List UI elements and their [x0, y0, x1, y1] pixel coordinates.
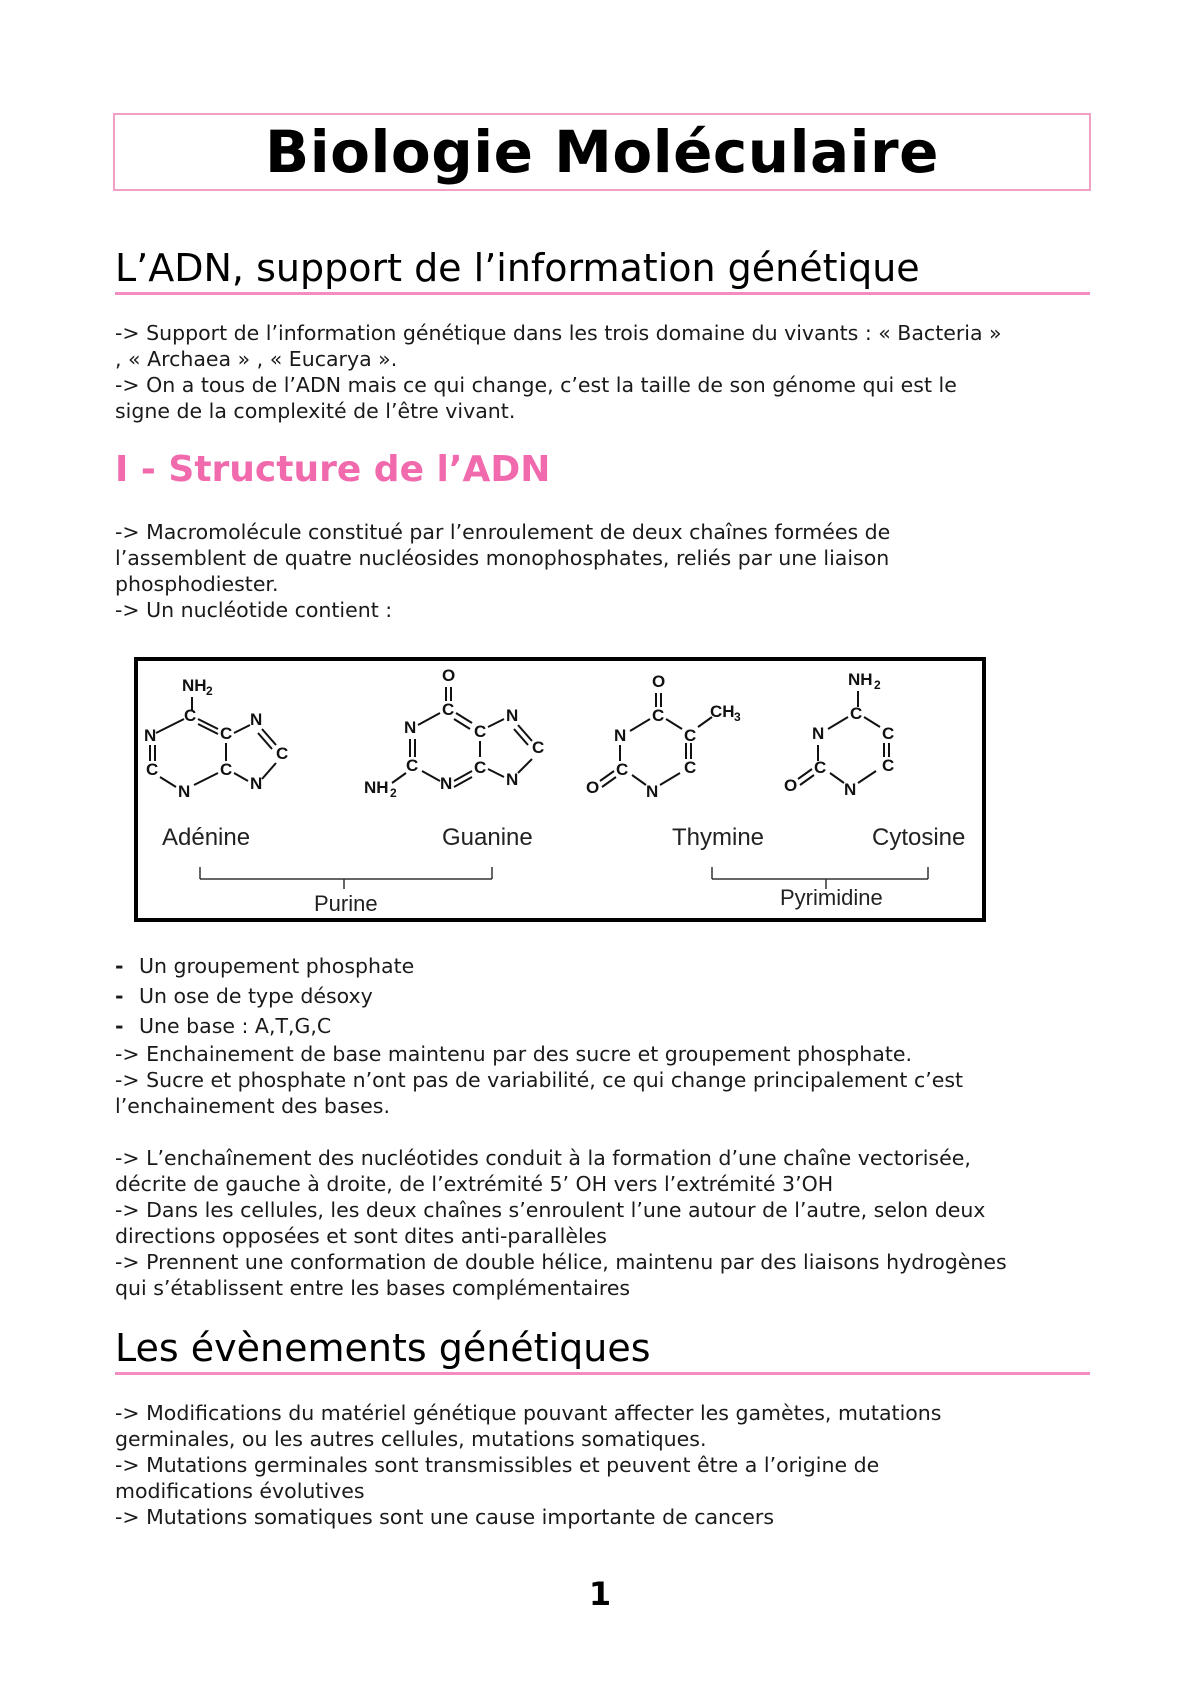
list-item-text: Une base : A,T,G,C: [139, 1014, 332, 1038]
group-label-purine: Purine: [314, 891, 378, 916]
base-chain-paragraph: [115, 1041, 1100, 1119]
svg-text:C: C: [684, 758, 697, 777]
svg-text:C: C: [814, 758, 827, 777]
svg-text:N: N: [812, 724, 825, 743]
svg-text:NH: NH: [364, 778, 389, 797]
svg-text:C: C: [442, 700, 455, 719]
text-line: -> Enchainement de base maintenu par des sucre et groupement phosphate.: [115, 1042, 912, 1066]
text-line: modifications évolutives: [115, 1479, 365, 1503]
structure-intro-paragraph: [115, 519, 1100, 623]
text-line: germinales, ou les autres cellules, mutations somatiques.: [115, 1427, 707, 1451]
svg-text:N: N: [250, 710, 263, 729]
text-line: -> On a tous de l’ADN mais ce qui change, c’est la taille de son génome qui est le: [115, 373, 957, 397]
svg-text:C: C: [276, 744, 289, 763]
svg-text:C: C: [652, 706, 665, 725]
svg-text:C: C: [882, 724, 895, 743]
genetic-events-paragraph: [115, 1400, 1100, 1530]
svg-text:O: O: [784, 776, 798, 795]
text-line: l’enchainement des bases.: [115, 1094, 390, 1118]
list-item: [115, 951, 1100, 981]
document-title: Biologie Moléculaire: [265, 118, 939, 186]
svg-text:C: C: [532, 738, 545, 757]
nucleotide-bases-figure: [134, 657, 986, 922]
svg-text:NH: NH: [848, 670, 873, 689]
list-item-text: Un groupement phosphate: [139, 954, 415, 978]
list-item-text: Un ose de type désoxy: [139, 984, 373, 1008]
svg-text:C: C: [406, 756, 419, 775]
svg-text:C: C: [146, 760, 159, 779]
base-label-guanine: Guanine: [442, 824, 533, 851]
svg-text:O: O: [586, 778, 600, 797]
text-line: -> Un nucléotide contient :: [115, 598, 393, 622]
svg-text:C: C: [220, 760, 233, 779]
svg-text:C: C: [684, 726, 697, 745]
nucleotide-components-list: [115, 951, 1100, 1041]
list-item: [115, 981, 1100, 1011]
page-number: 1: [588, 1575, 612, 1613]
svg-text:NH: NH: [182, 676, 207, 695]
thymine-structure: [586, 672, 741, 801]
double-helix-paragraph: [115, 1145, 1100, 1301]
section-heading-adn-support: L’ADN, support de l’information génétique: [115, 248, 1090, 295]
text-line: -> Support de l’information génétique dans les trois domaine du vivants : « Bacteria »: [115, 321, 1002, 345]
svg-text:N: N: [404, 718, 417, 737]
text-line: -> Mutations somatiques sont une cause importante de cancers: [115, 1505, 775, 1529]
svg-text:O: O: [652, 672, 666, 691]
svg-text:N: N: [250, 774, 263, 793]
list-item: [115, 1011, 1100, 1041]
svg-text:N: N: [506, 706, 519, 725]
text-line: -> Mutations germinales sont transmissibles et peuvent être a l’origine de: [115, 1453, 880, 1477]
bullet-mark: -: [115, 954, 124, 978]
svg-text:CH: CH: [710, 702, 735, 721]
svg-text:N: N: [646, 782, 659, 801]
text-line: l’assemblent de quatre nucléosides monophosphates, reliés par une liaison: [115, 546, 890, 570]
text-line: phosphodiester.: [115, 572, 279, 596]
text-line: directions opposées et sont dites anti-parallèles: [115, 1224, 607, 1248]
text-line: signe de la complexité de l’être vivant.: [115, 399, 516, 423]
svg-text:N: N: [506, 770, 519, 789]
svg-text:2: 2: [206, 684, 213, 698]
svg-text:C: C: [474, 758, 487, 777]
base-label-cytosine: Cytosine: [872, 824, 966, 851]
svg-text:C: C: [220, 724, 233, 743]
guanine-structure: [364, 666, 544, 800]
svg-text:N: N: [144, 726, 157, 745]
svg-text:O: O: [442, 666, 456, 685]
svg-text:N: N: [614, 726, 627, 745]
section-adn-support-paragraph: [115, 320, 1100, 424]
bullet-mark: -: [115, 1014, 124, 1038]
text-line: -> Modifications du matériel génétique pouvant affecter les gamètes, mutations: [115, 1401, 942, 1425]
text-line: -> Dans les cellules, les deux chaînes s’enroulent l’une autour de l’autre, selon deux: [115, 1198, 986, 1222]
svg-text:N: N: [440, 774, 453, 793]
base-label-thymine: Thymine: [672, 824, 765, 851]
svg-text:C: C: [474, 722, 487, 741]
text-line: -> Macromolécule constitué par l’enroulement de deux chaînes formées de: [115, 520, 891, 544]
svg-text:2: 2: [390, 786, 397, 800]
cytosine-structure: [784, 670, 894, 799]
text-line: -> Sucre et phosphate n’ont pas de variabilité, ce qui change principalement c’est: [115, 1068, 964, 1092]
purine-bracket: [200, 867, 492, 889]
base-label-adenine: Adénine: [162, 824, 251, 851]
svg-text:3: 3: [734, 710, 741, 724]
svg-text:C: C: [850, 704, 863, 723]
bases-diagram: [138, 661, 982, 918]
bullet-mark: -: [115, 984, 124, 1008]
text-line: décrite de gauche à droite, de l’extrémité 5’ OH vers l’extrémité 3’OH: [115, 1172, 834, 1196]
svg-text:N: N: [844, 780, 857, 799]
svg-text:C: C: [184, 706, 197, 725]
title-box: [113, 113, 1091, 191]
svg-text:C: C: [616, 760, 629, 779]
text-line: , « Archaea » , « Eucarya ».: [115, 347, 398, 371]
svg-text:C: C: [882, 756, 895, 775]
section-heading-genetic-events: Les évènements génétiques: [115, 1328, 1090, 1375]
group-label-pyrimidine: Pyrimidine: [780, 885, 883, 910]
section-heading-structure: I - Structure de l’ADN: [115, 449, 551, 490]
svg-text:2: 2: [874, 678, 881, 692]
text-line: -> L’enchaînement des nucléotides conduit à la formation d’une chaîne vectorisée,: [115, 1146, 971, 1170]
svg-text:N: N: [178, 782, 191, 801]
adenine-structure: [144, 676, 288, 801]
text-line: -> Prennent une conformation de double hélice, maintenu par des liaisons hydrogènes: [115, 1250, 1007, 1274]
text-line: qui s’établissent entre les bases complémentaires: [115, 1276, 631, 1300]
